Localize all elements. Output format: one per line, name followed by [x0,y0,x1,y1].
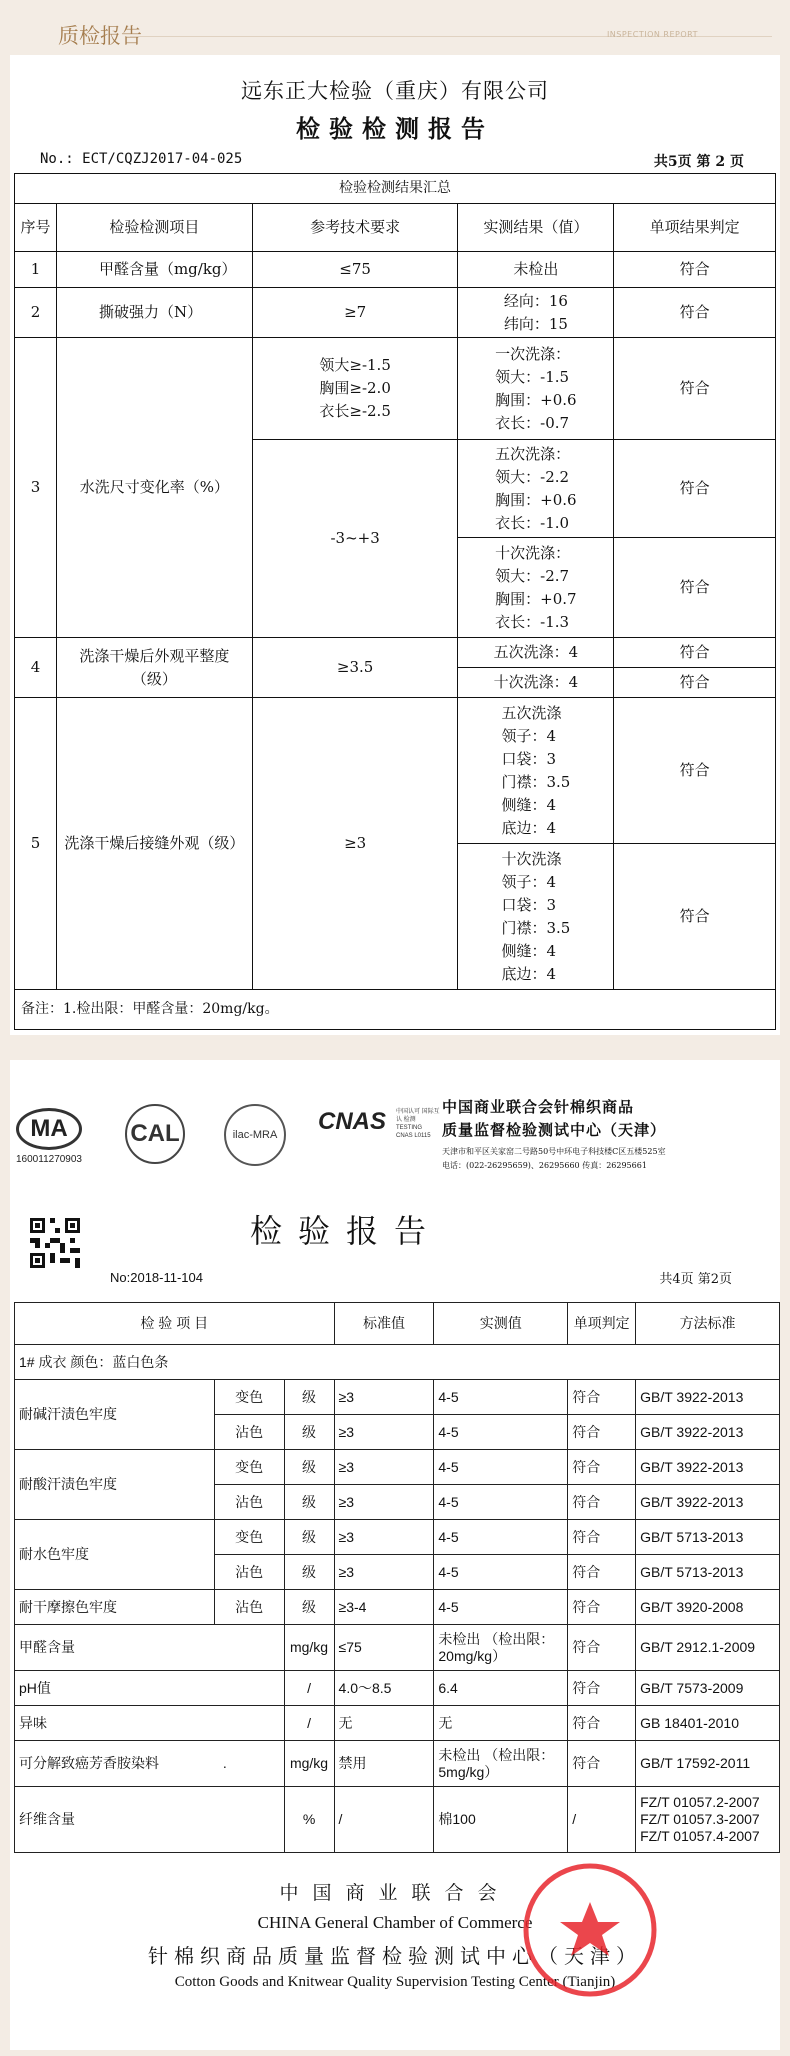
report-2-pages: 共4页 第2页 [659,1272,732,1287]
cell-unit: 级 [284,1590,334,1625]
result-line: 十次洗涤 [501,849,562,868]
cell-std: ≥3-4 [334,1590,434,1625]
cell-subitem: 沾色 [214,1415,284,1450]
cell-req [252,338,458,440]
issuer-phone: 电话：(022-26295659)、26295660 传真：26295661 [442,1161,647,1170]
header-method: 方法标准 [636,1303,780,1345]
cell-judge: 符合 [568,1450,636,1485]
cell-judge: 符合 [614,668,776,698]
qr-code-icon [30,1218,80,1268]
cell-subitem: 沾色 [214,1555,284,1590]
item-text: 可分解致癌芳香胺染料 [19,1755,159,1771]
result-line: 底边：4 [501,964,556,983]
cell-item: 耐碱汗渍色牢度 [15,1380,215,1450]
result-line: 十次洗涤： [495,543,571,562]
cell-subitem: 变色 [214,1450,284,1485]
table-row [15,1590,780,1625]
cell-method: GB/T 3922-2013 [636,1450,780,1485]
cell-unit: 级 [284,1520,334,1555]
cell-judge: 符合 [614,440,776,538]
cell-unit: 级 [284,1380,334,1415]
result-line: 胸围：+0.7 [495,589,577,608]
cell-result [458,338,614,440]
cell-measured: 未检出 （检出限：20mg/kg） [434,1625,568,1671]
cell-std: ≥3 [334,1485,434,1520]
cell-method: GB/T 5713-2013 [636,1555,780,1590]
cell-result [458,844,614,990]
header-item: 检验检测项目 [56,204,252,252]
cell-item: 洗涤干燥后接缝外观（级） [56,698,252,990]
cell-judge: 符合 [614,252,776,288]
cell-no: 1 [15,252,57,288]
cell-method: GB/T 17592-2011 [636,1741,780,1787]
cell-judge: 符合 [568,1520,636,1555]
cell-measured: 4-5 [434,1520,568,1555]
report-1 [10,55,780,1035]
header-result: 实测结果（值） [458,204,614,252]
footer-center-cn: 针棉织商品质量监督检验测试中心（天津） [148,1944,642,1968]
cell-judge: 符合 [614,288,776,338]
sample-info: 1# 成衣 颜色：蓝白色条 [15,1345,780,1380]
report-2-table [14,1302,780,1853]
result-line: 胸围：+0.6 [495,490,577,509]
cell-unit: % [284,1787,334,1853]
cell-unit: 级 [284,1450,334,1485]
cell-judge: 符合 [614,844,776,990]
cell-result: 未检出 [458,252,614,288]
result-line: 口袋：3 [501,749,556,768]
cell-method: GB/T 3922-2013 [636,1380,780,1415]
footer-center-en: Cotton Goods and Knitwear Quality Supervision Testing Center (Tianjin) [174,1974,616,1990]
cell-std: 4.0～8.5 [334,1671,434,1706]
result-line: 纬向：15 [503,314,568,333]
req-line: 衣长≥-2.5 [319,402,391,420]
cell-measured: 4-5 [434,1590,568,1625]
cell-unit: / [284,1706,334,1741]
ma-mark: MA [16,1108,82,1150]
result-line: 门襟：3.5 [501,772,571,791]
table-row [15,1787,780,1853]
table-row [15,1380,780,1415]
cell-measured: 未检出 （检出限：5mg/kg） [434,1741,568,1787]
result-line: 经向：16 [503,291,568,310]
cell-unit: mg/kg [284,1741,334,1787]
cell-judge: 符合 [568,1415,636,1450]
table-note [15,990,776,1030]
cell-no: 5 [15,698,57,990]
cell-judge: 符合 [614,638,776,668]
cell-judge: 符合 [568,1485,636,1520]
table-row [15,1450,780,1485]
cell-method: GB/T 3922-2013 [636,1485,780,1520]
cell-method: GB/T 2912.1-2009 [636,1625,780,1671]
result-line: 衣长：-1.3 [495,612,570,631]
item-line: 洗涤干燥后外观平整度 [79,646,230,665]
cell-std: ≤75 [334,1625,434,1671]
method-line: FZ/T 01057.4-2007 [640,1828,760,1844]
cell-item: 甲醛含量（mg/kg） [56,252,252,288]
report-1-pages: 共5页 第 2 页 [653,154,744,170]
cell-result [458,538,614,638]
cell-subitem: 变色 [214,1520,284,1555]
req-line: 领大≥-1.5 [319,356,391,374]
cell-unit: 级 [284,1415,334,1450]
table-row [15,1345,780,1380]
ilac-logo: ilac-MRA [224,1104,286,1166]
cell-judge: 符合 [568,1380,636,1415]
item-mark: . [222,1755,227,1771]
cell-std: ≥3 [334,1380,434,1415]
cell-judge: 符合 [614,698,776,844]
result-line: 领子：4 [501,872,556,891]
report-2-number: No:2018-11-104 [110,1270,203,1285]
table-row [15,338,776,440]
result-line: 口袋：3 [501,895,556,914]
result-line: 五次洗涤： [495,444,571,463]
cell-req: ≥7 [252,288,458,338]
table-row [15,252,776,288]
cell-item [56,638,252,698]
issuer-block [442,1096,666,1171]
table-row [15,698,776,844]
cell-method: GB/T 5713-2013 [636,1520,780,1555]
page-subtitle: INSPECTION REPORT [606,30,698,39]
cell-method: GB/T 3920-2008 [636,1590,780,1625]
issuer-name-line1: 中国商业联合会针棉织商品 [442,1098,635,1116]
cell-item: 撕破强力（N） [56,288,252,338]
footer-org-en: CHINA General Chamber of Commerce [257,1913,533,1932]
cell-no: 2 [15,288,57,338]
note-text: 备注：1.检出限：甲醛含量：20mg/kg。 [15,990,776,1030]
cell-judge: 符合 [568,1625,636,1671]
result-line: 领大：-1.5 [495,367,570,386]
cell-unit: mg/kg [284,1625,334,1671]
cell-std: 无 [334,1706,434,1741]
cell-unit: 级 [284,1555,334,1590]
official-seal-icon [520,1860,660,2000]
cell-std: ≥3 [334,1415,434,1450]
cell-method: GB 18401-2010 [636,1706,780,1741]
report-1-number: No.: ECT/CQZJ2017-04-025 [40,151,243,167]
header-judge: 单项判定 [568,1303,636,1345]
cell-item: pH值 [15,1671,285,1706]
ma-logo [16,1108,94,1168]
report-1-company: 远东正大检验（重庆）有限公司 [241,79,549,103]
cell-method: GB/T 3922-2013 [636,1415,780,1450]
result-line: 衣长：-0.7 [495,413,570,432]
method-line: FZ/T 01057.2-2007 [640,1794,760,1810]
cell-measured: 4-5 [434,1415,568,1450]
item-line: （级） [131,669,177,688]
header-no: 序号 [15,204,57,252]
cell-std: ≥3 [334,1520,434,1555]
cnas-mark: CNAS [318,1108,387,1135]
cell-measured: 棉100 [434,1787,568,1853]
table-row [15,638,776,668]
cell-item [15,1741,285,1787]
cell-measured: 4-5 [434,1555,568,1590]
cell-item: 甲醛含量 [15,1625,285,1671]
report-2 [10,1060,780,2050]
cell-subitem: 沾色 [214,1590,284,1625]
table-row [15,1520,780,1555]
cell-req: -3~+3 [252,440,458,638]
result-line: 衣长：-1.0 [495,513,570,532]
cell-item: 水洗尺寸变化率（%） [56,338,252,638]
table-row [15,1625,780,1671]
cell-std: ≥3 [334,1555,434,1590]
cell-judge: 符合 [568,1590,636,1625]
cell-judge: 符合 [568,1555,636,1590]
cell-method [636,1787,780,1853]
cell-subitem: 变色 [214,1380,284,1415]
header-item: 检 验 项 目 [15,1303,335,1345]
cell-measured: 4-5 [434,1485,568,1520]
cell-judge: 符合 [568,1671,636,1706]
result-line: 一次洗涤： [495,344,571,363]
req-line: 胸围≥-2.0 [319,379,391,397]
cnas-logo [318,1108,440,1139]
cell-method: GB/T 7573-2009 [636,1671,780,1706]
result-line: 胸围：+0.6 [495,390,577,409]
cell-judge: / [568,1787,636,1853]
table-row [15,1706,780,1741]
cell-result [458,288,614,338]
cell-measured: 6.4 [434,1671,568,1706]
table-caption: 检验检测结果汇总 [15,174,776,204]
report-1-table [14,173,776,1030]
cell-unit: / [284,1671,334,1706]
cell-judge: 符合 [614,338,776,440]
cell-judge: 符合 [568,1741,636,1787]
ma-number: 160011270903 [16,1154,82,1165]
cell-no: 3 [15,338,57,638]
table-row [15,1741,780,1787]
issuer-address: 天津市和平区关家窑二号路50号中环电子科技楼C区五楼525室 [442,1147,666,1156]
cnas-caption: 中国认可 国际互认 检测 TESTING CNAS L0115 [396,1109,440,1139]
cell-subitem: 沾色 [214,1485,284,1520]
cell-std: 禁用 [334,1741,434,1787]
page-title: 质检报告 [58,24,142,48]
header-std: 标准值 [334,1303,434,1345]
cell-item: 异味 [15,1706,285,1741]
table-row [15,288,776,338]
cell-std: / [334,1787,434,1853]
table-row [15,1671,780,1706]
result-line: 侧缝：4 [501,941,556,960]
result-line: 底边：4 [501,818,556,837]
cell-item: 纤维含量 [15,1787,285,1853]
cell-item: 耐干摩擦色牢度 [15,1590,215,1625]
result-line: 门襟：3.5 [501,918,571,937]
cell-std: ≥3 [334,1450,434,1485]
cell-req: ≤75 [252,252,458,288]
result-line: 五次洗涤 [501,703,562,722]
result-line: 领子：4 [501,726,556,745]
cell-no: 4 [15,638,57,698]
result-line: 领大：-2.2 [495,467,570,486]
cell-req: ≥3 [252,698,458,990]
footer-org-cn: 中国商业联合会 [279,1882,511,1904]
cell-item: 耐酸汗渍色牢度 [15,1450,215,1520]
method-line: FZ/T 01057.3-2007 [640,1811,760,1827]
result-line: 侧缝：4 [501,795,556,814]
cell-result [458,698,614,844]
cell-measured: 4-5 [434,1380,568,1415]
header-measured: 实测值 [434,1303,568,1345]
report-1-title: 检验检测报告 [296,114,494,143]
header-judge: 单项结果判定 [614,204,776,252]
cell-unit: 级 [284,1485,334,1520]
cell-judge: 符合 [614,538,776,638]
issuer-name-line2: 质量监督检验测试中心（天津） [442,1121,667,1139]
table-header [15,1303,780,1345]
cell-measured: 4-5 [434,1450,568,1485]
cell-result: 十次洗涤：4 [458,668,614,698]
result-line: 领大：-2.7 [495,566,570,585]
cell-judge: 符合 [568,1706,636,1741]
cal-logo: CAL [125,1104,185,1164]
cell-measured: 无 [434,1706,568,1741]
report-2-title: 检验报告 [250,1212,443,1250]
cell-result: 五次洗涤：4 [458,638,614,668]
cell-result [458,440,614,538]
table-header [15,204,776,252]
header-req: 参考技术要求 [252,204,458,252]
cell-req: ≥3.5 [252,638,458,698]
cell-item: 耐水色牢度 [15,1520,215,1590]
